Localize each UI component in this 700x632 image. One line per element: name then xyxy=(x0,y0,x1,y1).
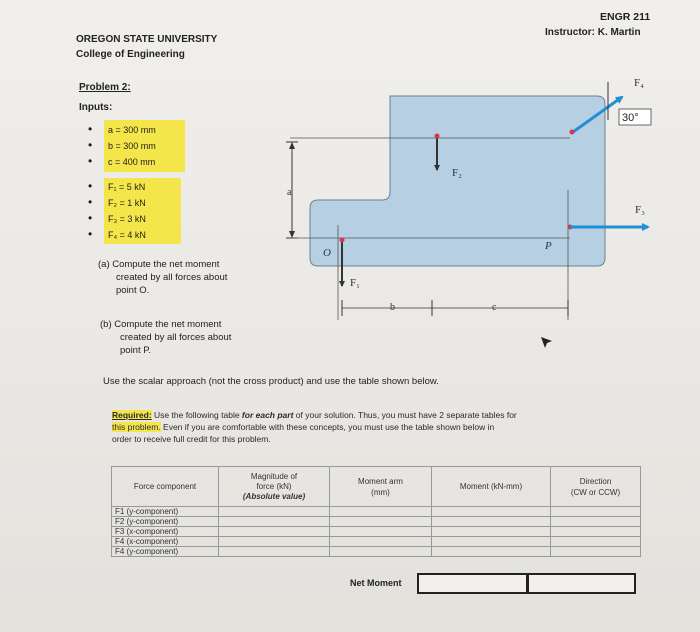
header-magnitude: Magnitude of force (kN) (Absolute value) xyxy=(219,467,330,507)
plate-shape xyxy=(310,96,605,266)
force-item: • F₂ = 1 kN xyxy=(78,195,181,211)
label-f3: F₃ xyxy=(635,204,645,216)
scalar-note: Use the scalar approach (not the cross product) and use the table shown below. xyxy=(103,376,439,387)
force-item: • F₄ = 4 kN xyxy=(78,227,181,243)
label-f1: F₁ xyxy=(350,277,360,289)
university-name: OREGON STATE UNIVERSITY xyxy=(76,34,218,45)
moment-table xyxy=(111,466,641,557)
net-moment-label: Net Moment xyxy=(350,578,402,588)
header-direction: Direction (CW or CCW) xyxy=(551,467,641,507)
table-row-label: F4 (x-component) xyxy=(112,537,219,547)
required-note: Required: Use the following table for each part of your solution. Thus, you must have 2 separate tables for this problem. Even if you are comfortable with these concepts, you must use the table shown below in order to receive full credit for this problem. xyxy=(112,410,517,444)
forces-highlight xyxy=(104,178,181,244)
label-c: c xyxy=(492,302,497,313)
label-angle: 30° xyxy=(622,112,639,124)
label-f4: F₄ xyxy=(634,77,644,89)
label-o: O xyxy=(323,247,331,259)
header-moment-arm: Moment arm (mm) xyxy=(330,467,432,507)
instructor-line: Instructor: K. Martin xyxy=(545,27,641,38)
course-code: ENGR 211 xyxy=(600,11,651,23)
label-a: a xyxy=(287,187,292,198)
net-moment-direction-box xyxy=(527,573,636,594)
cursor-icon xyxy=(540,336,554,350)
instructor-name: K. Martin xyxy=(597,27,641,38)
table-row-label: F3 (x-component) xyxy=(112,527,219,537)
label-f2: F₂ xyxy=(452,167,462,179)
header-moment: Moment (kN-mm) xyxy=(432,467,551,507)
table-row-label: F2 (y-component) xyxy=(112,517,219,527)
college-name: College of Engineering xyxy=(76,49,185,60)
force-diagram xyxy=(270,70,690,330)
dimension-item: • a = 300 mm xyxy=(78,122,185,138)
part-b: (b) Compute the net moment created by all forces about point P. xyxy=(100,319,232,356)
table-row-label: F1 (y-component) xyxy=(112,507,219,517)
header-force-component: Force component xyxy=(112,467,219,507)
problem-title: Problem 2: xyxy=(79,82,131,93)
dimensions-highlight xyxy=(104,120,185,172)
table-row-label: F4 (y-component) xyxy=(112,547,219,557)
dimension-item: • b = 300 mm xyxy=(78,138,185,154)
force-item: • F₃ = 3 kN xyxy=(78,211,181,227)
force-item: • F₁ = 5 kN xyxy=(78,179,181,195)
net-moment-box xyxy=(417,573,528,594)
inputs-label: Inputs: xyxy=(79,102,113,113)
part-a: (a) Compute the net moment created by all forces about point O. xyxy=(98,259,228,296)
label-p: P xyxy=(545,240,552,252)
dimension-item: • c = 400 mm xyxy=(78,154,185,170)
label-b: b xyxy=(390,302,395,313)
